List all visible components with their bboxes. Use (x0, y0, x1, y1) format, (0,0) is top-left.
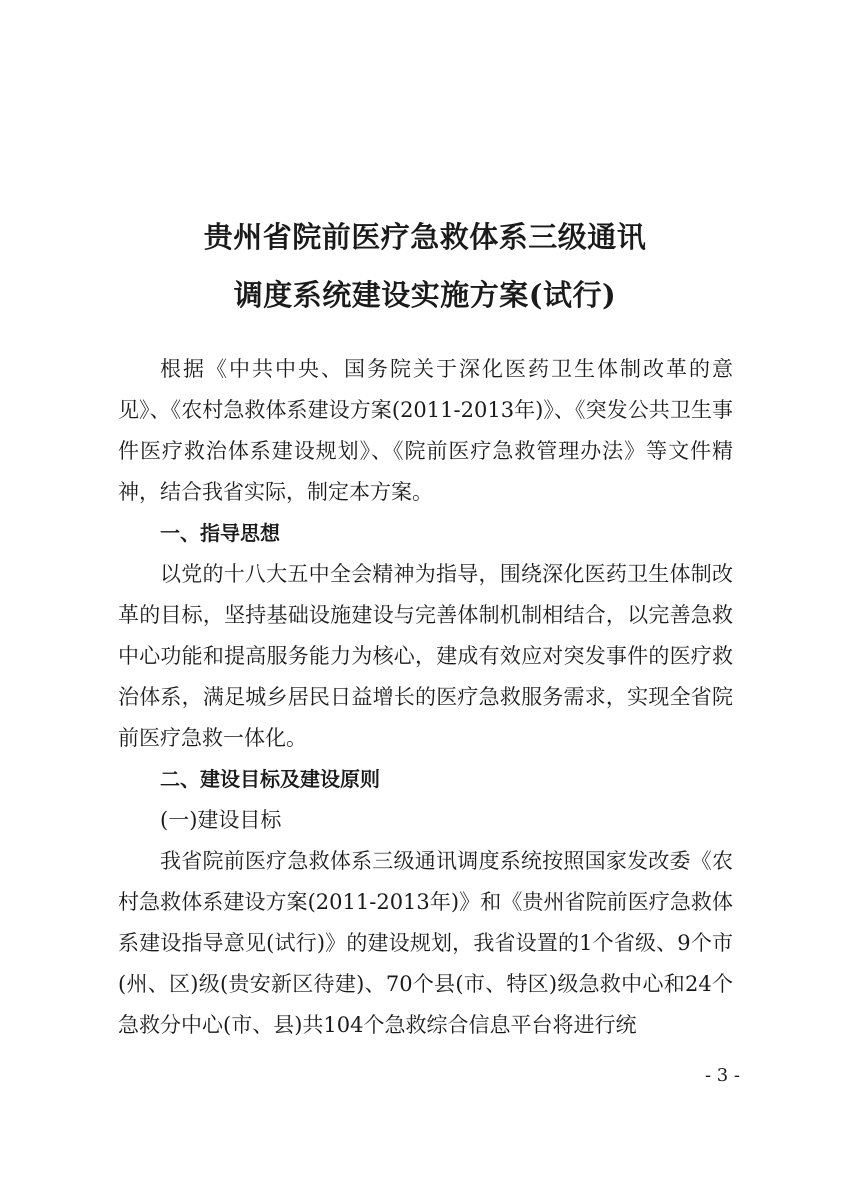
section-heading-guiding-ideology: 一、指导思想 (160, 521, 280, 545)
intro-paragraph: 根据《中共中央、国务院关于深化医药卫生体制改革的意见》、《农村急救体系建设方案(2011-2013年)》、《突发公共卫生事件医疗救治体系建设规划》、《院前医疗急救管理办法》等文件精神，结合我省实际，制定本方案。 (118, 357, 733, 504)
section-heading-goals-principles: 二、建设目标及建设原则 (160, 767, 380, 791)
page-number: - 3 - (704, 1065, 740, 1086)
document-title-line-2: 调度系统建设实施方案(试行) (233, 278, 617, 312)
subsection-heading-construction-goals: (一)建设目标 (160, 808, 282, 832)
guiding-ideology-paragraph: 以党的十八大五中全会精神为指导，围绕深化医药卫生体制改革的目标，坚持基础设施建设与完善体制机制相结合，以完善急救中心功能和提高服务能力为核心，建成有效应对突发事件的医疗救治体系，满足城乡居民日益增长的医疗急救服务需求，实现全省院前医疗急救一体化。 (118, 562, 733, 750)
construction-goals-paragraph: 我省院前医疗急救体系三级通讯调度系统按照国家发改委《农村急救体系建设方案(2011-2013年)》和《贵州省院前医疗急救体系建设指导意见(试行)》的建设规划，我省设置的1个省级、9个市(州、区)级(贵安新区待建)、70个县(市、特区)级急救中心和24个急救分中心(市、县)共104个急救综合信息平台将进行统 (118, 849, 733, 1037)
document-title (0, 208, 850, 324)
document-title-line-1: 贵州省院前医疗急救体系三级通讯 (203, 220, 647, 254)
document-body (118, 349, 733, 1046)
